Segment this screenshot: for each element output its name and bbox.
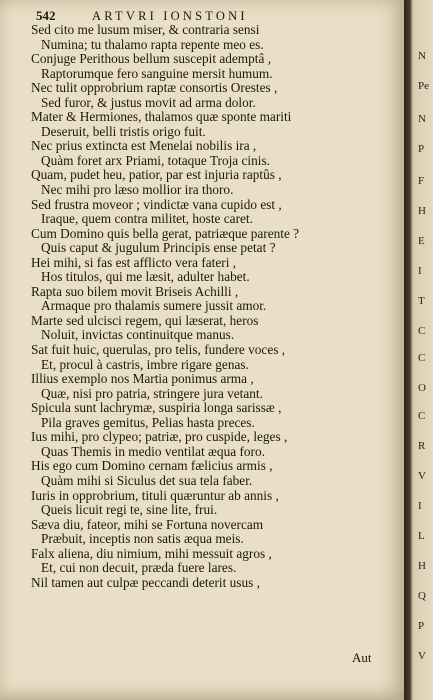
verse-line: Nil tamen aut culpæ peccandi deterit usus , bbox=[31, 574, 260, 590]
facing-page-edge bbox=[418, 0, 433, 700]
verse-line: Deseruit, belli tristis origo fuit. bbox=[41, 123, 206, 139]
verse-line: Conjuge Perithous bellum suscepit ademptâ , bbox=[31, 51, 272, 67]
verse-line: Nec mihi pro læso mollior ira thoro. bbox=[41, 182, 234, 198]
catchword: Aut bbox=[352, 650, 372, 665]
verse-line: Falx aliena, diu nimium, mihi messuit agros , bbox=[31, 545, 272, 561]
page-number: 542 bbox=[36, 8, 56, 23]
facing-page-letter: V bbox=[418, 470, 426, 482]
verse-line: Rapta suo bilem movit Briseis Achilli , bbox=[31, 283, 239, 299]
facing-page-letter: C bbox=[418, 325, 426, 337]
facing-page-letter: C bbox=[418, 410, 426, 422]
facing-page-letter: E bbox=[418, 235, 425, 247]
verse-line: Sed frustra moveor ; vindictæ vana cupido est , bbox=[31, 196, 282, 212]
verse-line: Quis caput & jugulum Principis ense petat ? bbox=[41, 240, 276, 256]
verse-line: Noluit, invictas continuitque manus. bbox=[41, 327, 235, 343]
verse-line: Queis licuit regi te, sine lite, frui. bbox=[41, 502, 218, 518]
verse-line: Raptorumque fero sanguine mersit humum. bbox=[41, 65, 273, 81]
facing-page-letter: F bbox=[418, 175, 425, 187]
verse-line: Iraque, quem contra militet, hoste caret. bbox=[41, 211, 253, 227]
running-title: ARTVRI IONSTONI bbox=[92, 9, 248, 23]
verse-line: Quàm mihi si Siculus det sua tela faber. bbox=[41, 472, 253, 488]
verse-line: Sæva diu, fateor, mihi se Fortuna novercam bbox=[31, 516, 264, 532]
facing-page-letter: T bbox=[418, 295, 425, 307]
verse-line: Quas Themis in medio ventilat æqua foro. bbox=[41, 443, 265, 459]
verse-line: Sed cito me lusum miser, & contraria sensi bbox=[31, 22, 260, 37]
verse-line: Marte sed ulcisci regem, qui læserat, heros bbox=[31, 312, 259, 328]
facing-page-letter: O bbox=[418, 382, 426, 394]
verse-line: Armaque pro thalamis sumere jussit amor. bbox=[41, 298, 267, 314]
facing-page-letter: C bbox=[418, 352, 426, 364]
facing-page-letter: P bbox=[418, 143, 425, 155]
verse-line: Nec tulit opprobrium raptæ consortis Orestes , bbox=[31, 80, 278, 96]
facing-page-letter: R bbox=[418, 440, 426, 452]
verse-line: Et, cui non decuit, præda fuere lares. bbox=[41, 560, 237, 576]
verse-line: Spicula sunt lachrymæ, suspiria longa sarissæ , bbox=[31, 400, 282, 416]
facing-page-letter: P bbox=[418, 620, 425, 632]
verse-line: Præbuit, inceptis non satis æqua meis. bbox=[41, 531, 244, 547]
verse-line: Iuris in opprobrium, tituli quæruntur ab annis , bbox=[31, 487, 279, 503]
facing-page-letter: I bbox=[418, 265, 422, 277]
facing-page-letter: H bbox=[418, 205, 426, 217]
facing-page-letter: Pe bbox=[418, 80, 429, 92]
verse-line: Cum Domino quis bella gerat, patriæque parente ? bbox=[31, 225, 300, 241]
facing-page-letter: N bbox=[418, 113, 426, 125]
facing-page-letter: N bbox=[418, 50, 426, 62]
facing-page-letter: V bbox=[418, 650, 426, 662]
facing-page-letter: H bbox=[418, 560, 426, 572]
verse-line: Quàm foret arx Priami, totaque Troja cinis. bbox=[41, 152, 270, 168]
verse-line: Hos titulos, qui me læsit, adulter habet. bbox=[41, 269, 250, 285]
facing-page-letter: Q bbox=[418, 590, 426, 602]
facing-page-letter: L bbox=[418, 530, 425, 542]
verse-line: Et, procul à castris, imbre rigare genas. bbox=[41, 356, 249, 372]
verse-line: Quæ, nisi pro patria, stringere jura vetant. bbox=[41, 385, 263, 401]
verse-line: Ius mihi, pro clypeo; patriæ, pro cuspide, leges , bbox=[31, 429, 288, 445]
verse-line: Illius exemplo nos Martia ponimus arma , bbox=[31, 371, 254, 387]
verse-line: Pila graves gemitus, Pelias hasta preces. bbox=[41, 414, 255, 430]
verse-line: Numina; tu thalamo rapta repente meo es. bbox=[41, 36, 264, 52]
verse-line: Nec prius extincta est Menelai nobilis ira , bbox=[31, 138, 257, 154]
verse-line: Hei mihi, si fas est afflicto vera fateri , bbox=[31, 254, 237, 270]
verse-line: Mater & Hermiones, thalamos quæ sponte mariti bbox=[31, 109, 292, 125]
facing-page-letter: I bbox=[418, 500, 422, 512]
verse-line: Sat fuit huic, querulas, pro telis, fundere voces , bbox=[31, 342, 286, 358]
verse-line: His ego cum Domino cernam fælicius armis , bbox=[31, 458, 273, 474]
verse-line: Quam, pudet heu, patior, par est injuria raptûs , bbox=[31, 167, 282, 183]
verse-block bbox=[31, 23, 386, 590]
verse-line: Sed furor, & justus movit ad arma dolor. bbox=[41, 94, 256, 110]
